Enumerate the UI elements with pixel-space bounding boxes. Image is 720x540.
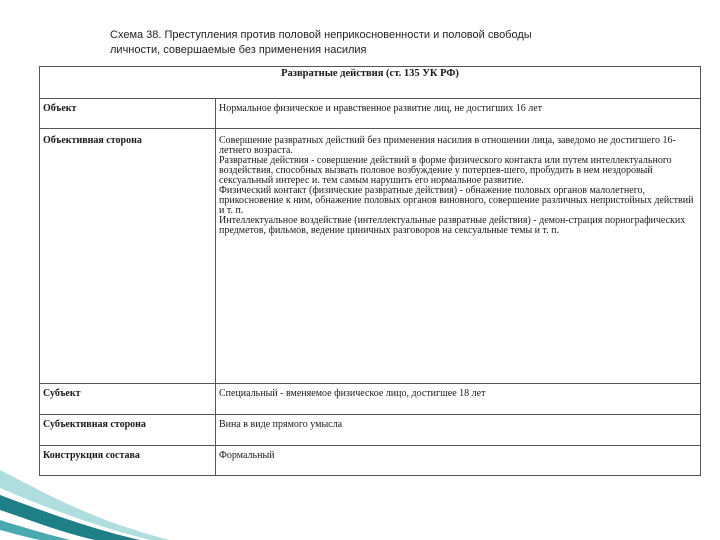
objective-side-para-2: Развратные действия - совершение действий в форме физического контакта или путем интеллектуального воздействия, способных вызвать половое возбуждение у потерпев-шего, пробудить в нем нездоровый сексуальный интерес и. тем самым нарушить его нормальное развитие. bbox=[219, 155, 672, 186]
scheme-title bbox=[110, 28, 610, 58]
row-label-object: Объект bbox=[40, 99, 216, 129]
table-header: Развратные действия (ст. 135 УК РФ) bbox=[40, 67, 701, 99]
table-row-subjective-side bbox=[40, 415, 701, 446]
table-row-objective-side bbox=[40, 129, 701, 384]
row-value-object bbox=[216, 99, 701, 129]
row-value-construction bbox=[216, 446, 701, 476]
row-label-objective-side: Объективная сторона bbox=[40, 129, 216, 384]
table-row-subject bbox=[40, 384, 701, 415]
crime-elements-table bbox=[39, 66, 701, 476]
construction-text: Формальный bbox=[219, 450, 275, 461]
scheme-title-line-2: личности, совершаемые без применения насилия bbox=[110, 44, 367, 56]
row-label-subjective-side: Субъективная сторона bbox=[40, 415, 216, 446]
row-value-subject bbox=[216, 384, 701, 415]
objective-side-para-4: Интеллектуальное воздействие (интеллектуальные развратные действия) - демон-страция порнографических предметов, фильмов, ведение циничных разговоров на сексуальные темы и т. п. bbox=[219, 215, 686, 236]
objective-side-para-1: Совершение развратных действий без применения насилия в отношении лица, заведомо не достигшего 16-летнего возраста. bbox=[219, 135, 676, 156]
decorative-swoosh bbox=[0, 450, 170, 540]
row-value-objective-side bbox=[216, 129, 701, 384]
row-label-construction: Конструкция состава bbox=[40, 446, 216, 476]
row-label-subject: Субъект bbox=[40, 384, 216, 415]
table-header-row bbox=[40, 67, 701, 99]
subject-text: Специальный - вменяемое физическое лицо, достигшее 18 лет bbox=[219, 388, 486, 399]
table-row-object bbox=[40, 99, 701, 129]
object-text: Нормальное физическое и нравственное развитие лиц, не достигших 16 лет bbox=[219, 103, 543, 114]
subjective-side-text: Вина в виде прямого умысла bbox=[219, 419, 343, 430]
scheme-title-line-1: Схема 38. Преступления против половой неприкосновенности и половой свободы bbox=[110, 29, 532, 41]
row-value-subjective-side bbox=[216, 415, 701, 446]
objective-side-para-3: Физический контакт (физические развратные действия) - обнажение половых органов малолетнего, прикосновение к ним, обнажение половых органов виновного, совершение различных непристойных действий и т. п. bbox=[219, 185, 694, 216]
